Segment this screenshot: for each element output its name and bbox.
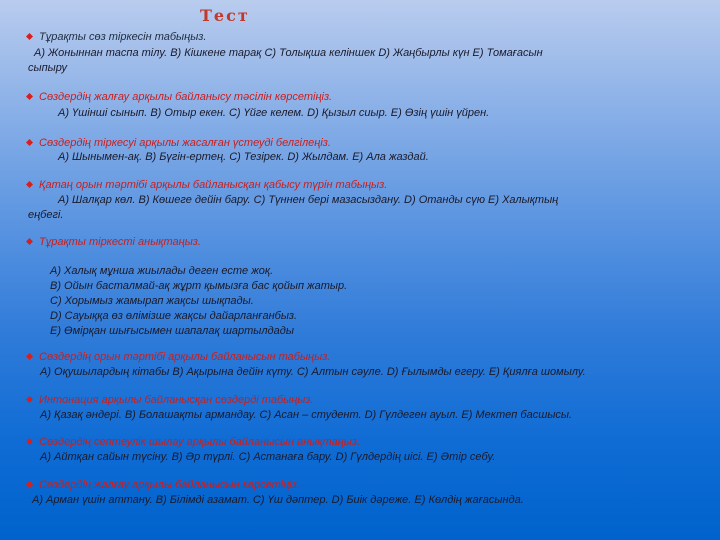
answer-line: А) Оқушылардың кітабы В) Ақырына дейін күту. С) Алтын сәуле. D) Ғылымды егеру. Е) Қиялға шомылу. [40,366,586,378]
question-5 [26,236,201,249]
question-text: Сөздердің орын тәртібі арқылы байланысын табыңыз. [39,351,331,363]
answer-line: А) Арман үшін аттану. В) Білімді азамат. С) Үш дәптер. D) Биік дәреже. Е) Көлдің жағасында. [32,494,524,506]
diamond-bullet-icon [26,33,33,40]
question-text: Тұрақты тіркесті анықтаңыз. [39,236,201,248]
diamond-bullet-icon [26,438,33,445]
diamond-bullet-icon [26,181,33,188]
answer-line: С) Хорымыз жамырап жақсы шықпады. [50,295,254,307]
question-text: Интонация арқылы байланысқан сөздерді табыңыз. [39,394,314,406]
answer-line: А) Халық мұнша жиылады деген есте жоқ. [50,265,274,277]
diamond-bullet-icon [26,481,33,488]
question-3 [26,137,331,150]
answer-line: А) Жоныннан таспа тілу. В) Кішкене тарақ С) Толықша келіншек D) Жаңбырлы күн Е) Томағасын [34,47,543,59]
answer-line: А) Шынымен-ақ. В) Бүгін-ертең. С) Тезірек. D) Жылдам. Е) Ала жаздай. [58,151,429,163]
answer-line: Е) Өмірқан шығысымен шапалақ шартылдады [50,325,294,337]
page-title: Тест [200,6,250,25]
diamond-bullet-icon [26,353,33,360]
question-2 [26,91,332,104]
diamond-bullet-icon [26,238,33,245]
question-6 [26,351,330,364]
question-text: Тұрақты сөз тіркесін табыңыз. [39,31,207,43]
question-4 [26,179,387,192]
answer-line: А) Айтқан сайын түсіну. В) Әр түрлі. С) Астанаға бару. D) Гүлдердің иісі. Е) Әтір себу. [40,451,496,463]
answer-line: D) Сауыққа өз өлімізше жақсы дайарланғанбыз. [50,310,298,322]
answer-line: еңбегі. [28,209,64,221]
diamond-bullet-icon [26,139,33,146]
question-text: Сөздердің жалғау арқылы байланысын көрсетіңіз. [39,479,300,491]
question-7 [26,394,314,407]
answer-line: А) Үшінші сынып. В) Отыр екен. С) Үйге келем. D) Қызыл сиыр. Е) Өзің үшін үйрен. [58,107,490,119]
diamond-bullet-icon [26,396,33,403]
answer-line: А) Шалқар көл. В) Көшеге дейін бару. С) Түннен бері мазасыздану. D) Отанды сүю Е) Халықтың [58,194,559,206]
question-1 [26,31,206,44]
diamond-bullet-icon [26,93,33,100]
answer-line: сыпыру [28,62,67,74]
question-8 [26,436,360,449]
question-text: Сөздердің жалғау арқылы байланысу тәсілін көрсетіңіз. [39,91,333,103]
answer-line: В) Ойын басталмай-ақ жұрт қымызға бас қойып жатыр. [50,280,348,292]
question-text: Қатаң орын тәртібі арқылы байланысқан қабысу түрін табыңыз. [39,179,388,191]
answer-line: А) Қазақ әндері. В) Болашақты армандау. С) Асан – студент. D) Гүлдеген ауыл. Е) Мектеп басшысы. [40,409,573,421]
question-9 [26,479,300,492]
question-text: Сөздердің тіркесуі арқылы жасалған үстеуді белгілеңіз. [39,137,331,149]
question-text: Сөздердің септеулік шылау арқылы байланысын анықтаңыз. [39,436,361,448]
